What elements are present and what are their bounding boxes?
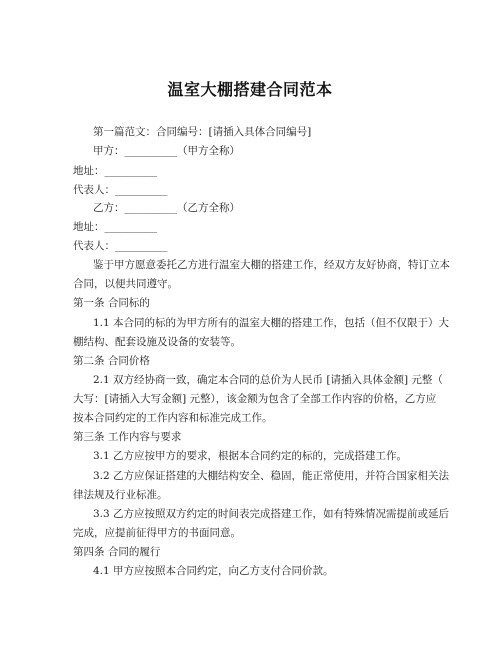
party-a-address: 地址：__________ bbox=[73, 165, 157, 177]
article-2-heading: 第二条 合同价格 bbox=[73, 355, 150, 367]
preamble-line-1: 鉴于甲方愿意委托乙方进行温室大棚的搭建工作，经双方友好协商，特订立本 bbox=[93, 259, 450, 271]
clause-1-1-line-2: 棚结构、配套设施及设备的安装等。 bbox=[73, 336, 241, 348]
clause-4-1: 4.1 甲方应按照本合同约定，向乙方支付合同价款。 bbox=[93, 565, 334, 577]
party-b-address: 地址：__________ bbox=[73, 221, 157, 233]
article-3-heading: 第三条 工作内容与要求 bbox=[73, 431, 182, 443]
clause-3-3-line-2: 完成，应提前征得甲方的书面同意。 bbox=[73, 527, 241, 539]
intro-contract-number: 第一篇范文：合同编号：[请插入具体合同编号] bbox=[93, 126, 312, 138]
party-a-representative: 代表人：__________ bbox=[73, 184, 168, 196]
clause-3-3-line-1: 3.3 乙方应按照双方约定的时间表完成搭建工作，如有特殊情况需提前或延后 bbox=[93, 508, 450, 520]
clause-1-1-line-1: 1.1 本合同的标的为甲方所有的温室大棚的搭建工作，包括（但不仅限于）大 bbox=[93, 317, 450, 329]
clause-2-1-line-1: 2.1 双方经协商一致，确定本合同的总价为人民币 [请插入具体金额] 元整（ bbox=[93, 374, 443, 386]
clause-2-1-line-2: 大写：[请插入大写金额] 元整），该金额为包含了全部工作内容的价格，乙方应 bbox=[73, 393, 437, 405]
party-b-representative: 代表人：__________ bbox=[73, 240, 168, 252]
preamble-line-2: 合同，以便共同遵守。 bbox=[73, 278, 178, 290]
clause-3-1: 3.1 乙方应按甲方的要求，根据本合同约定的标的，完成搭建工作。 bbox=[93, 450, 408, 462]
party-b-name: 乙方：__________（乙方全称） bbox=[93, 202, 240, 214]
clause-3-2-line-1: 3.2 乙方应保证搭建的大棚结构安全、稳固，能正常使用，并符合国家相关法 bbox=[93, 470, 450, 482]
party-a-name: 甲方：__________（甲方全称） bbox=[93, 145, 240, 157]
article-1-heading: 第一条 合同标的 bbox=[73, 297, 150, 309]
article-4-heading: 第四条 合同的履行 bbox=[73, 546, 161, 558]
document-title: 温室大棚搭建合同范本 bbox=[167, 80, 333, 99]
clause-3-2-line-2: 律法规及行业标准。 bbox=[73, 489, 168, 501]
clause-2-1-line-3: 按本合同约定的工作内容和标准完成工作。 bbox=[73, 412, 273, 424]
